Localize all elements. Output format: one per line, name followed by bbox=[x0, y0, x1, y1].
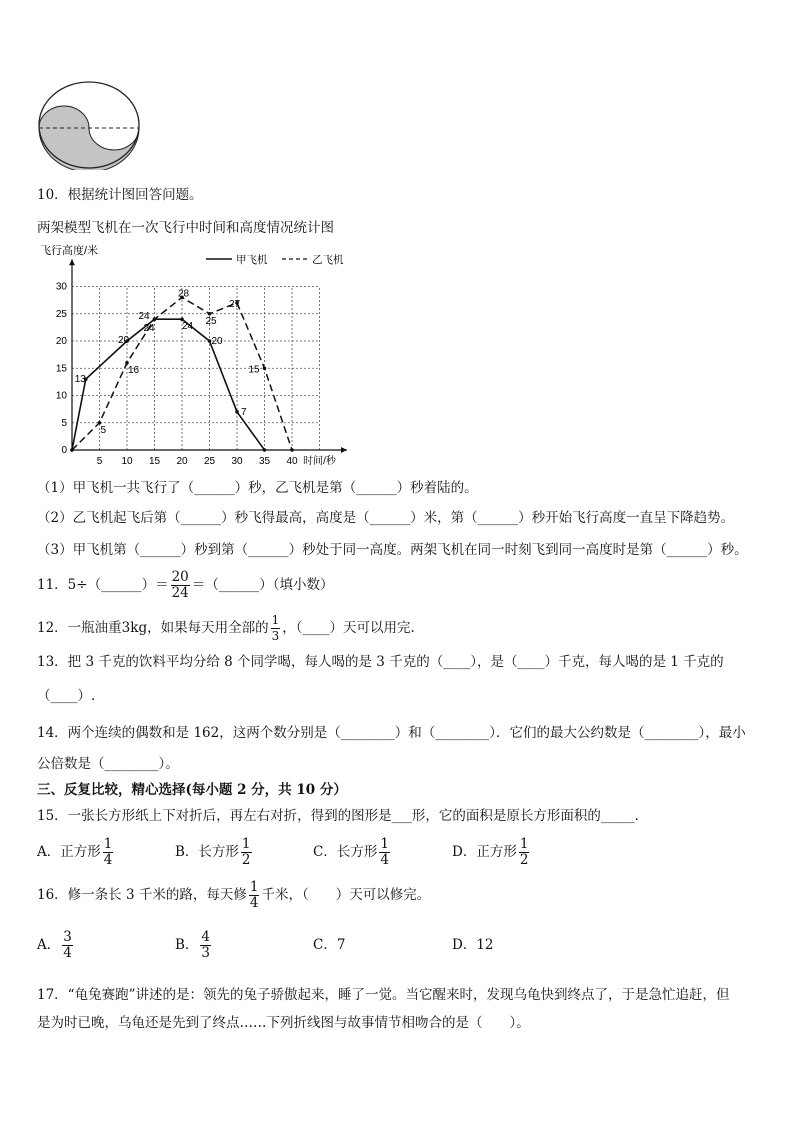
series-jia-data-label: 24 bbox=[138, 311, 150, 323]
y-tick-label: 5 bbox=[61, 417, 67, 429]
series-jia-data-label: 20 bbox=[118, 335, 130, 346]
q15-stem: 15．一张长方形纸上下对折后，再左右对折，得到的图形是___形，它的面积是原长方形面积的_____． bbox=[37, 808, 649, 824]
q11-num: 20 bbox=[171, 569, 189, 585]
y-tick-label: 25 bbox=[55, 308, 67, 320]
series-yi-point bbox=[290, 448, 294, 452]
x-tick-label: 25 bbox=[203, 456, 216, 467]
series-jia-point bbox=[263, 448, 267, 452]
y-axis-arrow bbox=[69, 259, 75, 265]
y-axis-label: 飞行高度/米 bbox=[40, 245, 99, 257]
series-jia-point bbox=[235, 410, 239, 414]
y-tick-label: 30 bbox=[55, 281, 67, 293]
x-tick-label: 10 bbox=[121, 456, 133, 467]
y-tick-label: 10 bbox=[55, 390, 67, 402]
q12-suffix: ，（____）天可以用完. bbox=[282, 620, 415, 636]
q16-option-d[interactable]: D．12 bbox=[452, 937, 494, 953]
q10-sub3: （3）甲飞机第（______）秒到第（______）秒处于同一高度。两架飞机在同一时刻飞到同一高度时是第（______）秒。 bbox=[37, 542, 748, 558]
x-tick-label: 30 bbox=[231, 456, 243, 467]
section-3-heading: 三、反复比较，精心选择(每小题 2 分，共 10 分） bbox=[37, 782, 347, 798]
x-tick-label: 35 bbox=[258, 456, 271, 467]
y-tick-label: 0 bbox=[61, 445, 67, 456]
series-jia-data-label: 24 bbox=[182, 321, 194, 333]
q11-prefix: 11．5÷（______）＝ bbox=[37, 577, 169, 593]
q16-option-c[interactable]: C．7 bbox=[313, 937, 346, 953]
q11-suffix: ＝（______）（填小数） bbox=[191, 577, 334, 593]
series-jia-data-label: 20 bbox=[211, 336, 223, 347]
q15-option-d[interactable]: D．正方形 $\frac{1}{2}$ bbox=[452, 836, 529, 868]
q12-prefix: 12．一瓶油重3kg，如果每天用全部的 bbox=[37, 620, 269, 636]
series-yi-point bbox=[153, 317, 157, 321]
q16-option-b[interactable]: B． $\frac{4}{3}$ bbox=[175, 929, 211, 961]
x-axis-label: 时间/秒 bbox=[303, 456, 336, 467]
series-jia-data-label: 7 bbox=[241, 406, 247, 418]
series-yi-data-label: 24 bbox=[143, 323, 155, 335]
q14-line1: 14．两个连续的偶数和是 162，这两个数分别是（________）和（________）．它们的最大公约数是（________），最小 bbox=[37, 725, 746, 741]
q15-option-c[interactable]: C．长方形 $\frac{1}{4}$ bbox=[313, 836, 389, 868]
q11 bbox=[37, 567, 334, 603]
q14-line2: 公倍数是（________）。 bbox=[37, 756, 179, 772]
legend-label-jia: 甲飞机 bbox=[236, 254, 268, 266]
x-tick-label: 40 bbox=[286, 456, 298, 467]
chart-title: 两架模型飞机在一次飞行中时间和高度情况统计图 bbox=[37, 220, 334, 236]
line-chart bbox=[36, 238, 356, 470]
q13-line1: 13．把 3 千克的饮料平均分给 8 个同学喝，每人喝的是 3 千克的（____），是（____）千克，每人喝的是 1 千克的 bbox=[37, 654, 724, 670]
series-yi-point bbox=[263, 366, 267, 370]
q10-sub2: （2）乙飞机起飞后第（______）秒飞得最高，高度是（______）米，第（______）秒开始飞行高度一直呈下降趋势。 bbox=[37, 510, 735, 526]
series-jia-data-label: 13 bbox=[74, 374, 86, 386]
circle-figure bbox=[36, 80, 142, 170]
x-tick-label: 20 bbox=[176, 456, 188, 467]
series-yi-data-label: 15 bbox=[248, 364, 260, 376]
series-yi-data-label: 25 bbox=[205, 315, 217, 327]
y-tick-label: 20 bbox=[55, 336, 67, 347]
q12 bbox=[37, 612, 415, 644]
y-tick-label: 15 bbox=[55, 363, 67, 375]
x-tick-label: 5 bbox=[96, 456, 103, 467]
x-axis-arrow bbox=[341, 447, 347, 453]
q15-option-a[interactable]: A．正方形 $\frac{1}{4}$ bbox=[37, 836, 113, 868]
series-yi-data-label: 27 bbox=[229, 298, 241, 310]
q10-sub1: （1）甲飞机一共飞行了（______）秒，乙飞机是第（______）秒着陆的。 bbox=[37, 480, 478, 496]
q17-line2: 是为时已晚，乌龟还是先到了终点……下列折线图与故事情节相吻合的是（ ）。 bbox=[37, 1015, 530, 1031]
q17-line1: 17．“龟兔赛跑”讲述的是：领先的兔子骄傲起来，睡了一觉。当它醒来时，发现乌龟快到终点了，于是急忙追赶，但 bbox=[37, 987, 730, 1003]
series-yi-point bbox=[70, 448, 74, 452]
q10-title: 10．根据统计图回答问题。 bbox=[37, 187, 203, 203]
q16-stem: 16．修一条长 3 千米的路，每天修 $\frac{1}{4}$ 千米，（ ）天可以修完。 bbox=[37, 879, 431, 911]
q12-den: 3 bbox=[271, 629, 280, 643]
q13-line2: （____）. bbox=[37, 688, 96, 704]
q15-option-b[interactable]: B．长方形 $\frac{1}{2}$ bbox=[175, 836, 251, 868]
series-yi-data-label: 16 bbox=[128, 364, 140, 376]
x-tick-label: 15 bbox=[148, 456, 161, 467]
q16-option-a[interactable]: A． $\frac{3}{4}$ bbox=[37, 929, 72, 961]
q11-den: 24 bbox=[171, 585, 189, 601]
series-yi-data-label: 5 bbox=[100, 424, 107, 436]
legend-label-yi: 乙飞机 bbox=[312, 254, 344, 266]
series-yi-data-label: 28 bbox=[178, 288, 190, 300]
q12-num: 1 bbox=[271, 613, 280, 627]
